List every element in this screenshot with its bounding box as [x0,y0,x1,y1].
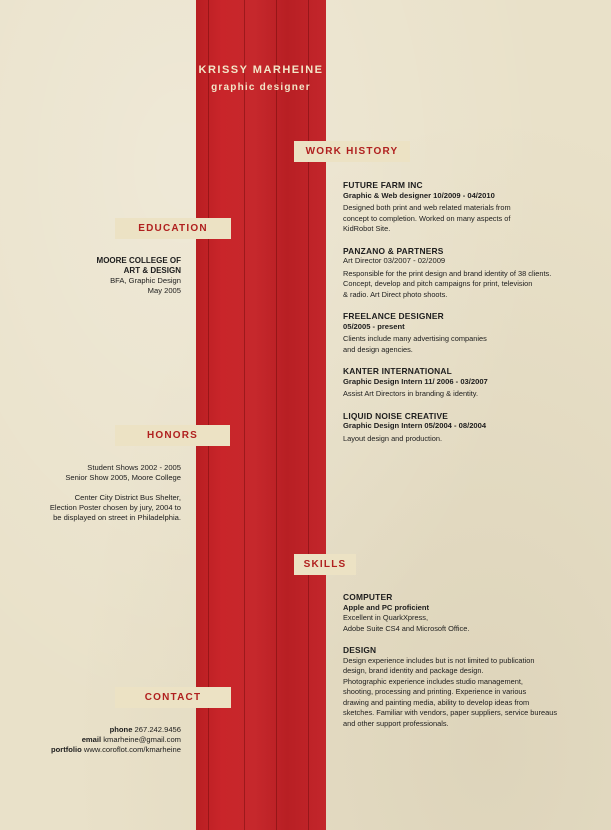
phone-value: 267.242.9456 [134,725,181,734]
section-skills: SKILLS [294,554,356,575]
resume-title: graphic designer [211,82,311,93]
job-desc-line: Concept, develop and pitch campaigns for print, television [343,279,533,288]
graduation-date: May 2005 [147,286,181,295]
honor-line: Student Shows 2002 - 2005 [87,463,181,472]
honor-line: be displayed on street in Philadelphia. [53,513,181,522]
section-contact: CONTACT [115,687,231,708]
job-description [343,434,578,445]
school-name: MOORE COLLEGE OF [96,256,181,265]
honor-line: Election Poster chosen by jury, 2004 to [49,503,181,512]
job-description [343,334,578,355]
skill-line: design, brand identity and package design. [343,666,484,675]
skill-line: shooting, processing and printing. Experience in various [343,687,527,696]
skill-line: Adobe Suite CS4 and Microsoft Office. [343,623,470,633]
job-company: PANZANO & PARTNERS [343,245,444,256]
job-role: Graphic Design Intern 05/2004 - 08/2004 [343,421,487,430]
skill-title-computer: COMPUTER [343,592,393,602]
job-desc-line: and design agencies. [343,344,413,354]
email-value[interactable]: kmarheine@gmail.com [103,735,181,744]
job-company: FUTURE FARM INC [343,180,423,190]
contact-portfolio [51,745,181,755]
honor-line: Center City District Bus Shelter, [74,493,181,502]
job-company: KANTER INTERNATIONAL [343,366,452,376]
section-honors: HONORS [115,425,230,446]
job-company: FREELANCE DESIGNER [343,311,444,321]
job-description [343,203,578,235]
resume-name: KRISSY MARHEINE [198,64,324,76]
job-company: LIQUID NOISE CREATIVE [343,410,449,421]
education-block [97,256,181,296]
skills-block [343,592,578,729]
school-name: ART & DESIGN [123,266,181,275]
job-entry [343,366,578,400]
job-role: Art Director 03/2007 - 02/2009 [343,256,446,265]
contact-block [51,725,181,755]
skill-line: drawing and painting media, ability to develop ideas from [343,697,530,707]
job-role: Graphic & Web designer 10/2009 - 04/2010 [343,190,495,200]
honors-block [50,463,181,523]
job-role: Graphic Design Intern 11/ 2006 - 03/2007 [343,376,488,386]
section-work-history: WORK HISTORY [294,141,410,162]
skill-title-design: DESIGN [343,645,377,655]
contact-phone [51,725,181,735]
job-desc-line: Assist Art Directors in branding & identity. [343,389,479,398]
job-role: 05/2005 - present [343,321,405,331]
email-label: email [81,735,102,744]
job-desc-line: Designed both print and web related materials from [343,203,511,212]
skill-line: Photographic experience includes studio management, [343,676,523,686]
job-entry [343,180,578,235]
section-education: EDUCATION [115,218,231,239]
skill-subtitle: Apple and PC proficient [343,602,430,612]
job-entry [343,411,578,445]
job-desc-line: Responsible for the print design and brand identity of 38 clients. [343,268,552,278]
contact-email [51,735,181,745]
job-description [343,269,578,301]
skill-line: sketches. Familiar with vendors, paper suppliers, service bureaus [343,708,558,717]
work-history-list [343,180,578,444]
job-entry [343,246,578,301]
job-desc-line: & radio. Art Direct photo shoots. [343,289,448,299]
portfolio-label: portfolio [51,745,82,754]
skill-line: Excellent in QuarkXpress, [343,613,429,622]
skill-line: and other support professionals. [343,718,449,728]
job-entry [343,311,578,355]
job-description [343,389,578,400]
portfolio-link[interactable]: www.coroflot.com/kmarheine [83,745,181,754]
job-desc-line: Layout design and production. [343,433,443,443]
phone-label: phone [109,725,133,734]
honor-line: Senior Show 2005, Moore College [65,473,181,482]
job-desc-line: KidRobot Site. [343,224,391,233]
job-desc-line: concept to completion. Worked on many aspects of [343,213,511,223]
skill-line: Design experience includes but is not limited to publication [343,655,535,665]
job-desc-line: Clients include many advertising companies [343,334,487,343]
degree: BFA, Graphic Design [110,276,181,285]
